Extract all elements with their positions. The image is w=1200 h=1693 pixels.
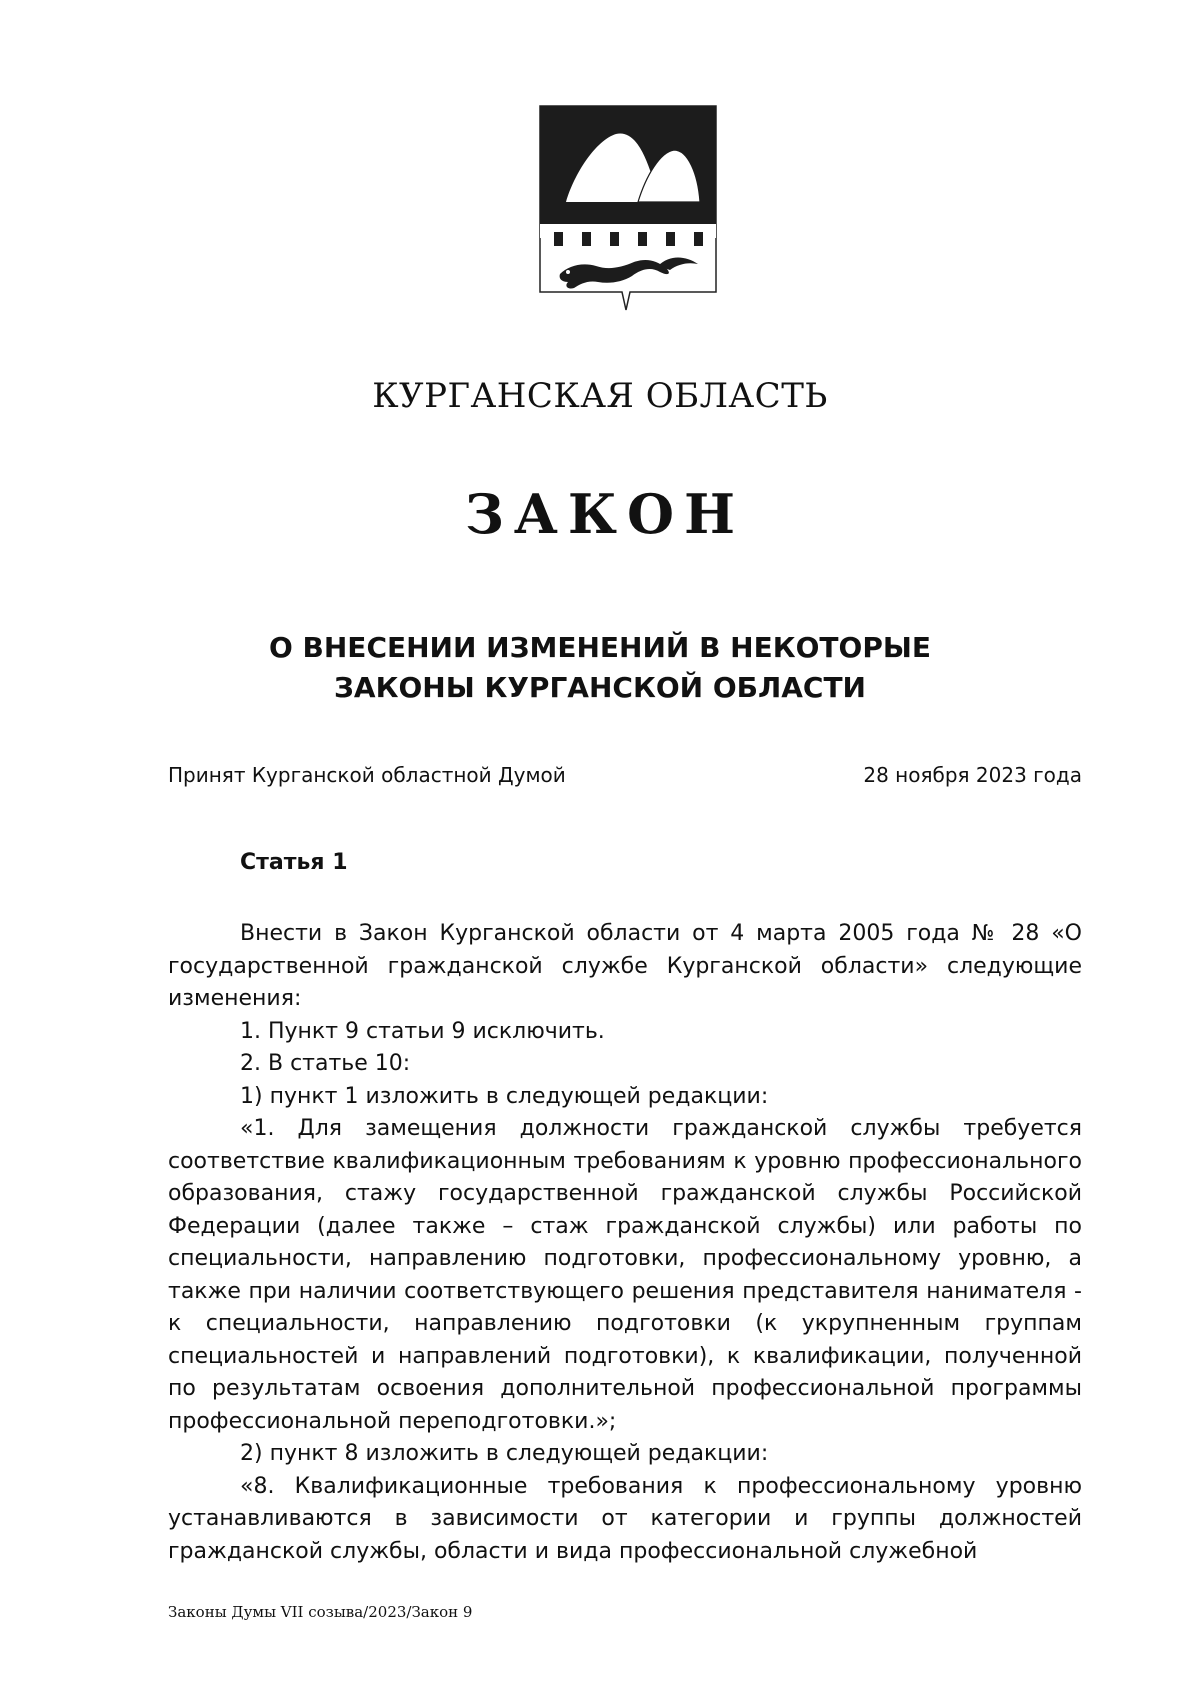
article-paragraph: «1. Для замещения должности гражданской службы требуется соответствие квалификационным требованиям к уровню профессионального образования, стажу государственной гражданской службы Российской Федерации (далее также – стаж гражданской службы) или работы по специальности, направлению подготовки, профессиональному уровню, а также при наличии соответствующего решения представителя нанимателя - к специальности, направлению подготовки (к укрупненным группам специальностей и направлений подготовки), к квалификации, полученной по результатам освоения дополнительной профессиональной программы профессиональной переподготовки.»; xyxy=(168,1116,1082,1434)
article-paragraph: «8. Квалификационные требования к профессиональному уровню устанавливаются в зависимости от категории и группы должностей гражданской службы, области и вида профессиональной служебной xyxy=(168,1473,1082,1564)
article-paragraph: Внести в Закон Курганской области от 4 марта 2005 года № 28 «О государственной гражданской службе Курганской области» следующие изменения: xyxy=(168,921,1082,1011)
article-paragraph: 2) пункт 8 изложить в следующей редакции: xyxy=(240,1441,769,1466)
law-title-line-1: О ВНЕСЕНИИ ИЗМЕНЕНИЙ В НЕКОТОРЫЕ xyxy=(268,631,931,664)
adopted-by-text: Принят Курганской областной Думой xyxy=(168,763,566,787)
article-body xyxy=(168,918,1082,1568)
page-footer: Законы Думы VII созыва/2023/Закон 9 xyxy=(168,1603,473,1621)
law-title xyxy=(0,628,1200,708)
coat-of-arms-icon xyxy=(538,104,718,334)
article-paragraph: 1) пункт 1 изложить в следующей редакции: xyxy=(240,1083,769,1109)
region-title: КУРГАНСКАЯ ОБЛАСТЬ xyxy=(372,376,828,416)
adoption-date: 28 ноября 2023 года xyxy=(863,763,1082,787)
law-title-line-2: ЗАКОНЫ КУРГАНСКОЙ ОБЛАСТИ xyxy=(334,671,866,704)
document-type-title: ЗАКОН xyxy=(464,482,746,546)
article-paragraph: 1. Пункт 9 статьи 9 исключить. xyxy=(240,1018,605,1044)
article-heading: Статья 1 xyxy=(240,850,348,875)
article-paragraph: 2. В статье 10: xyxy=(240,1051,411,1076)
